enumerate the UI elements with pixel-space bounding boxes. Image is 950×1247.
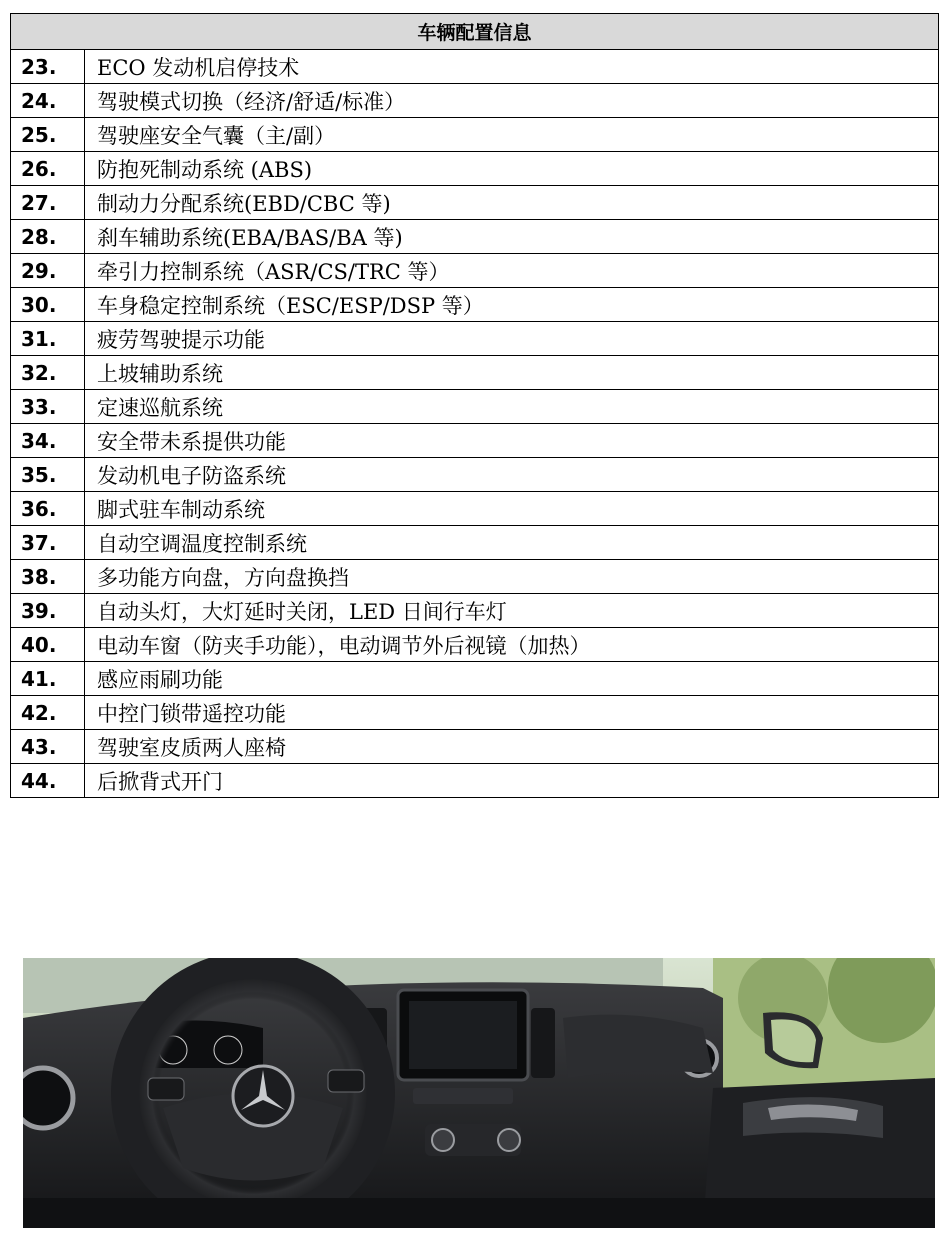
row-number: 36. <box>11 492 85 526</box>
interior-photo <box>23 958 935 1228</box>
row-feature: 定速巡航系统 <box>85 390 939 424</box>
table-row <box>11 186 939 220</box>
row-feature: 感应雨刷功能 <box>85 662 939 696</box>
row-number: 41. <box>11 662 85 696</box>
row-feature: 多功能方向盘，方向盘换挡 <box>85 560 939 594</box>
table-row <box>11 628 939 662</box>
table-row <box>11 220 939 254</box>
row-number: 44. <box>11 764 85 798</box>
row-feature: 后掀背式开门 <box>85 764 939 798</box>
row-feature: 驾驶模式切换（经济/舒适/标准） <box>85 84 939 118</box>
table-row <box>11 458 939 492</box>
row-number: 42. <box>11 696 85 730</box>
row-number: 26. <box>11 152 85 186</box>
row-feature: 上坡辅助系统 <box>85 356 939 390</box>
row-number: 30. <box>11 288 85 322</box>
vehicle-config-table <box>10 13 939 798</box>
table-row <box>11 50 939 84</box>
table-row <box>11 696 939 730</box>
table-row <box>11 390 939 424</box>
row-number: 24. <box>11 84 85 118</box>
row-feature: 刹车辅助系统(EBA/BAS/BA 等) <box>85 220 939 254</box>
table-body <box>11 50 939 798</box>
table-row <box>11 254 939 288</box>
row-feature: 安全带未系提供功能 <box>85 424 939 458</box>
row-number: 35. <box>11 458 85 492</box>
row-number: 37. <box>11 526 85 560</box>
row-number: 39. <box>11 594 85 628</box>
row-feature: ECO 发动机启停技术 <box>85 50 939 84</box>
row-feature: 防抱死制动系统 (ABS) <box>85 152 939 186</box>
table-row <box>11 526 939 560</box>
row-feature: 驾驶室皮质两人座椅 <box>85 730 939 764</box>
row-number: 43. <box>11 730 85 764</box>
table-row <box>11 84 939 118</box>
table-row <box>11 662 939 696</box>
row-number: 34. <box>11 424 85 458</box>
row-feature: 疲劳驾驶提示功能 <box>85 322 939 356</box>
table-row <box>11 730 939 764</box>
row-number: 32. <box>11 356 85 390</box>
row-number: 31. <box>11 322 85 356</box>
row-feature: 牵引力控制系统（ASR/CS/TRC 等） <box>85 254 939 288</box>
row-feature: 自动空调温度控制系统 <box>85 526 939 560</box>
table-row <box>11 152 939 186</box>
table-row <box>11 764 939 798</box>
row-number: 38. <box>11 560 85 594</box>
table-row <box>11 288 939 322</box>
table-row <box>11 492 939 526</box>
row-number: 33. <box>11 390 85 424</box>
row-feature: 脚式驻车制动系统 <box>85 492 939 526</box>
table-row <box>11 356 939 390</box>
row-number: 25. <box>11 118 85 152</box>
row-feature: 中控门锁带遥控功能 <box>85 696 939 730</box>
row-feature: 电动车窗（防夹手功能），电动调节外后视镜（加热） <box>85 628 939 662</box>
table-row <box>11 118 939 152</box>
table-title: 车辆配置信息 <box>11 14 939 50</box>
row-number: 40. <box>11 628 85 662</box>
row-number: 28. <box>11 220 85 254</box>
table-row <box>11 594 939 628</box>
dashboard-image <box>23 958 935 1228</box>
table-row <box>11 560 939 594</box>
table-row <box>11 322 939 356</box>
row-feature: 制动力分配系统(EBD/CBC 等) <box>85 186 939 220</box>
row-feature: 发动机电子防盗系统 <box>85 458 939 492</box>
row-feature: 驾驶座安全气囊（主/副） <box>85 118 939 152</box>
table-row <box>11 424 939 458</box>
row-number: 23. <box>11 50 85 84</box>
row-number: 27. <box>11 186 85 220</box>
row-feature: 车身稳定控制系统（ESC/ESP/DSP 等） <box>85 288 939 322</box>
row-feature: 自动头灯，大灯延时关闭，LED 日间行车灯 <box>85 594 939 628</box>
row-number: 29. <box>11 254 85 288</box>
